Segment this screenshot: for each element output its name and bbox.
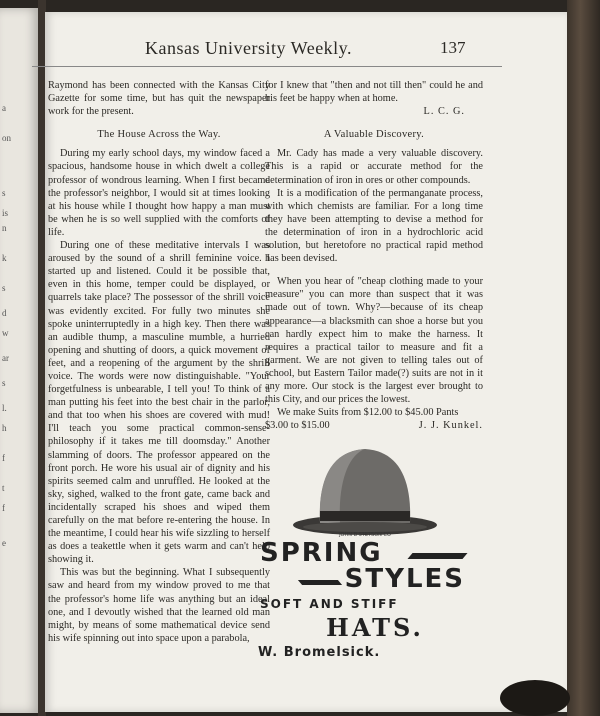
ad-styles-text: STYLES xyxy=(344,564,465,594)
price-text: $3.00 to $15.00 xyxy=(265,420,330,432)
ad-soft-stiff-text: SOFT AND STIFF xyxy=(260,597,399,611)
ad-spring-text: SPRING xyxy=(260,538,383,568)
facing-page-fragment: a xyxy=(2,103,6,113)
facing-page-fragment: e xyxy=(2,538,6,548)
signature: J. J. Kunkel. xyxy=(418,420,483,432)
header-rule xyxy=(32,66,502,67)
ad-hats-text: HATS. xyxy=(326,613,424,642)
article-heading: A Valuable Discovery. xyxy=(323,129,425,141)
facing-page-fragment: s xyxy=(2,378,6,388)
page-title: Kansas University Weekly. xyxy=(145,38,353,58)
paragraph: During one of these meditative intervals I was aroused by the sound of a shrill feminine voice. I started up and listened. Could it be possible that, even in this home, temper could be displayed, or quarrels take place? The possessor of the shrill voice was evidently excited. For fully two minutes she spoke uninterruptedly in a high key. Then there was an audible thump, a masculine mumble, a hurried opening and shutting of doors, a quick movement of feet, and a reopening of the argument by the shrill voice. The words were now distinguishable. "Your forgetfulness is unbearable, I tell you! To think of a man putting his feet into the best chair in the parlor, and that too when his shoes are covered with mud! I'll teach you some practical common-sense-philosophy if it takes me till doomsday." Another slamming of doors. The professor appeared on the front porch. He wore his usual air of dignity and his spirits seemed calm and unruffled. He looked at the sky, sighed, walked to the front gate, came back and incidentally scraped his shoes and wiped them carefully on the mat before re-entering the house. In the meantime, I could hear his wife sizzling to herself as does a teakettle when it gets warm and can't help showing it. xyxy=(48,240,270,566)
continuation-paragraph: for I knew that "then and not till then" could he and his feet be happy when at home. xyxy=(265,80,483,105)
facing-page-fragment: n xyxy=(2,223,7,233)
facing-page-fragment: ar xyxy=(2,353,9,363)
column-left xyxy=(48,79,270,645)
paragraph: Mr. Cady has made a very valuable discovery. This is a rapid or accurate method for the determination of iron in ores or other compounds. xyxy=(265,148,483,186)
facing-page-fragment: s xyxy=(2,188,6,198)
article-heading: The House Across the Way. xyxy=(97,129,221,141)
facing-page-fragment: f xyxy=(2,453,5,463)
facing-page-fragment: f xyxy=(2,503,5,513)
facing-page-fragment: w xyxy=(2,328,9,338)
decorative-swoosh xyxy=(407,553,467,559)
facing-page-fragment: on xyxy=(2,133,11,143)
signature: L. C. G. xyxy=(423,106,465,118)
price-signature-line xyxy=(265,419,483,432)
facing-page-fragment: s xyxy=(2,283,6,293)
bowler-hat-icon xyxy=(290,443,440,538)
paragraph: It is a modification of the permanganate process, with which chemists are familiar. For a long time they have been attempting to devise a method for the determination of iron in a hydrochloric acid solution, but heretofore no practical rapid method has been devised. xyxy=(265,187,483,265)
book-spine xyxy=(567,0,600,716)
facing-page-fragment: l. xyxy=(2,403,7,413)
paragraph: When you hear of "cheap clothing made to your measure" you can more than suspect that it was made out of town. Why?—because of its cheap appearance—a blacksmith can shoe a horse but you can hardly expect him to make the harness. It requires a practical tailor to measure and fit a garment. We are not given to telling tales out of school, but Eastern Tailor made(?) suits are not in it any more. Our stock is the largest ever brought to this City, and our prices the lowest. xyxy=(265,276,483,406)
facing-page-fragment: is xyxy=(2,208,9,218)
facing-page-edge xyxy=(0,8,40,713)
facing-page-fragment: d xyxy=(2,308,7,318)
facing-page-fragment: k xyxy=(2,253,7,263)
facing-page-fragment: t xyxy=(2,483,5,493)
hat-band-text: JOHN B STETSON CO xyxy=(339,532,391,538)
page-number: 137 xyxy=(440,38,466,57)
page-stain xyxy=(500,680,570,716)
facing-page-fragment: h xyxy=(2,423,7,433)
column-right xyxy=(265,79,483,432)
intro-paragraph: Raymond has been connected with the Kansas City Gazette for some time, but has quit the newspaper work for the present. xyxy=(48,80,270,118)
paragraph: We make Suits from $12.00 to $45.00 Pants xyxy=(277,407,459,419)
hat-advertisement xyxy=(255,435,495,665)
ad-merchant-name: W. Bromelsick. xyxy=(258,645,381,660)
paragraph: This was but the beginning. What I subsequently saw and heard from my window proved to me that the professor's home life was anything but an ideal one, and I devoutly wished that the learned old man might, by means of some mathematical device send his wife spinning out into space upon a parabola, xyxy=(48,567,270,644)
paragraph: During my early school days, my window faced a spacious, handsome house in which dwelt a college professor of wondrous learning. When I first became the professor's neighbor, I would sit at times looking at his house while I thought how happy a man must be when he is so well supplied with the comforts of life. xyxy=(48,148,270,238)
